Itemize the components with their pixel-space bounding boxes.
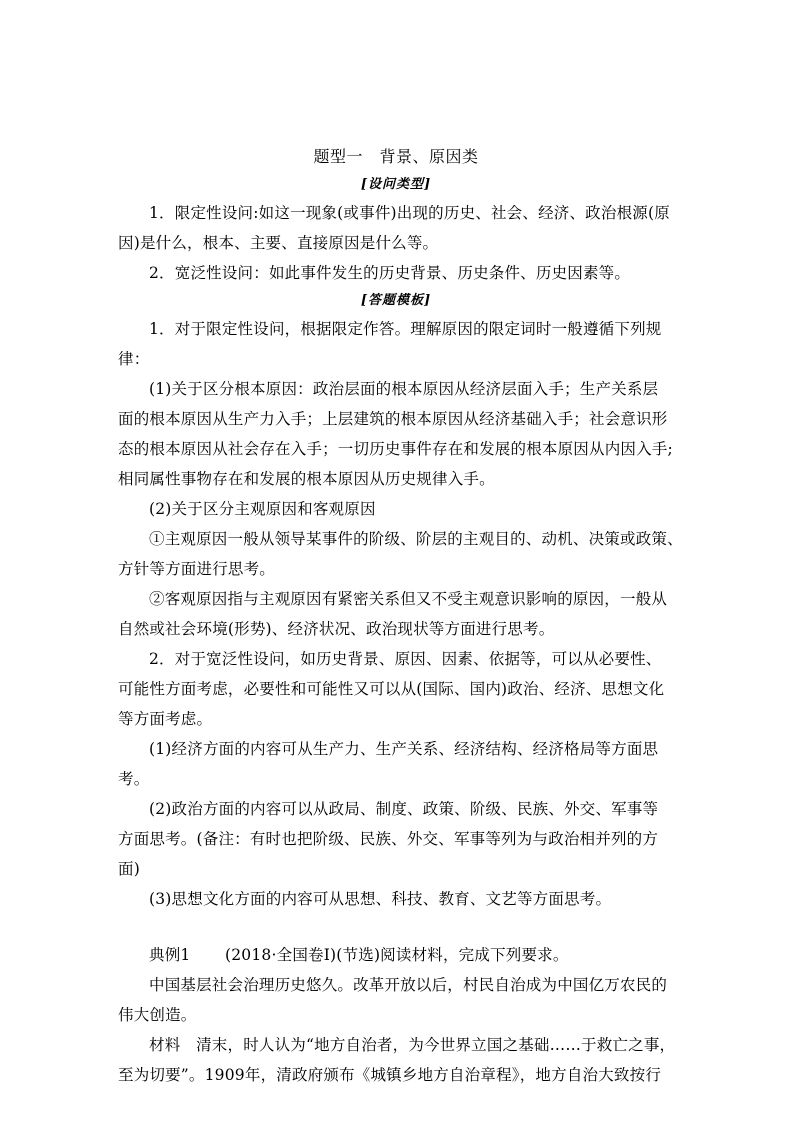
paragraph-line: ②客观原因指与主观原因有紧密关系但又不受主观意识影响的原因，一般从 [149,590,668,608]
paragraph-line: 方面思考。(备注：有时也把阶级、民族、外交、军事等列为与政治相并列的方 [118,830,659,848]
paragraph-line: 方针等方面进行思考。 [118,560,276,578]
section-header-question-types: [设问类型] [360,177,432,192]
paragraph-line: 面) [118,860,140,878]
paragraph-line: 考。 [118,770,150,788]
paragraph-line: (1)关于区分根本原因：政治层面的根本原因从经济层面入手；生产关系层 [149,380,659,398]
example-label: 典例1 [149,946,191,964]
paragraph-line: 面的根本原因从生产力入手；上层建筑的根本原因从经济基础入手；社会意识形 [118,410,668,428]
page-title: 题型一 背景、原因类 [313,147,479,166]
paragraph-line: ①主观原因一般从领导某事件的阶级、阶层的主观目的、动机、决策或政策、 [149,530,683,548]
section-header-answer-template: [答题模板] [360,293,432,308]
spacer [118,914,674,940]
example-source: (2018·全国卷Ⅰ)(节选)阅读材料，完成下列要求。 [225,946,569,964]
paragraph-line: 至为切要”。1909年，清政府颁布《城镇乡地方自治章程》，地方自治大致按行 [118,1066,662,1084]
paragraph-line: (1)经济方面的内容可从生产力、生产关系、经济结构、经济格局等方面思 [149,740,659,758]
paragraph-line: 中国基层社会治理历史悠久。改革开放以后，村民自治成为中国亿万农民的 [149,976,668,994]
paragraph-line: 1．对于限定性设问，根据限定作答。理解原因的限定词时一般遵循下列规 [149,320,662,338]
paragraph-line: 可能性方面考虑，必要性和可能性又可以从(国际、国内)政治、经济、思想文化 [118,680,665,698]
paragraph-line: 自然或社会环境(形势)、经济状况、政治现状等方面进行思考。 [118,620,555,638]
paragraph-line: (2)关于区分主观原因和客观原因 [149,500,376,518]
paragraph-line: 等方面考虑。 [118,710,213,728]
example-heading [118,940,674,970]
paragraph-line: 伟大创造。 [118,1006,197,1024]
paragraph-line: 态的根本原因从社会存在入手；一切历史事件存在和发展的根本原因从内因入手; [118,440,673,458]
paragraph-line: 2．宽泛性设问：如此事件发生的历史背景、历史条件、历史因素等。 [149,264,631,282]
paragraph-line: (2)政治方面的内容可以从政局、制度、政策、阶级、民族、外交、军事等 [149,800,659,818]
paragraph-line: 相同属性事物存在和发展的根本原因从历史规律入手。 [118,470,495,488]
paragraph-line: 2．对于宽泛性设问，如历史背景、原因、因素、依据等，可以从必要性、 [149,650,662,668]
paragraph-line: 律： [118,350,150,368]
paragraph-line: 1．限定性设问:如这一现象(或事件)出现的历史、社会、经济、政治根源(原 [149,204,670,222]
paragraph-line: (3)思想文化方面的内容可从思想、科技、教育、文艺等方面思考。 [149,890,612,908]
paragraph-line: 因)是什么，根本、主要、直接原因是什么等。 [118,234,439,252]
document-page [118,142,683,1090]
paragraph-line: 材料 清末，时人认为“地方自治者，为今世界立国之基础……于救亡之事， [149,1036,676,1054]
